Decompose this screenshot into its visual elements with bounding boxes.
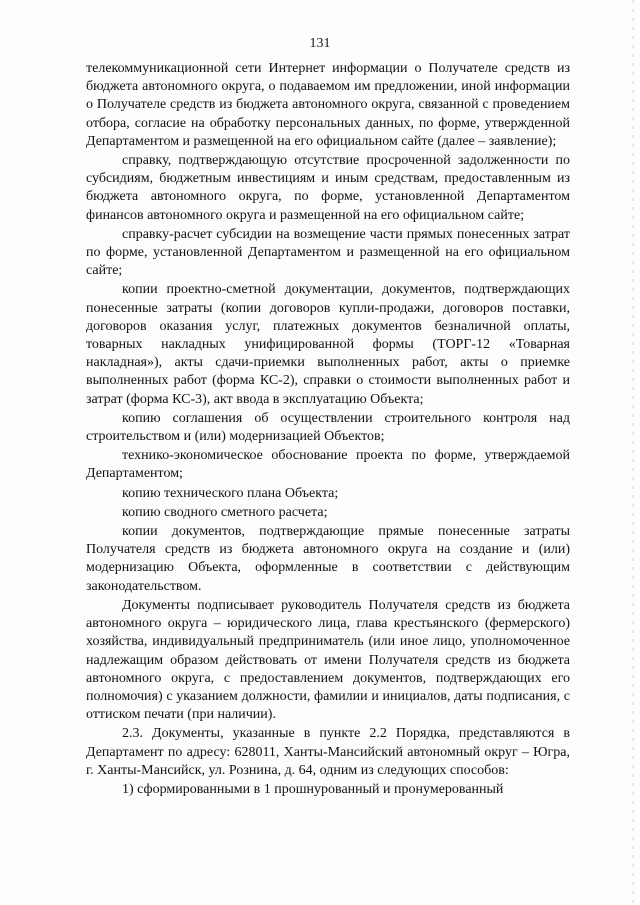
paragraph-construction-control: копию соглашения об осуществлении строительного контроля над строительством и (или) модернизацией Объектов; — [86, 410, 570, 445]
document-body — [86, 60, 570, 800]
paragraph-internet-info: телекоммуникационной сети Интернет информации о Получателе средств из бюджета автономного округа, о подаваемом им предложении, иной информации о Получателе средств из бюджета автономного округа, связанной с проведением отбора, согласие на обработку персональных данных, по форме, утвержденной Департаментом и размещенной на его официальном сайте (далее – заявление); — [86, 61, 570, 149]
paragraph-project-documents: копии проектно-сметной документации, документов, подтверждающих понесенные затраты (копии договоров купли-продажи, договоров поставки, договоров оказания услуг, платежных документов безналичной оплаты, товарных накладных унифицированной формы (ТОРГ-12 «Товарная накладная»), акты сдачи-приемки выполненных работ, акты о приемке выполненных работ (форма КС-2), справки о стоимости выполненных работ и затрат (форма КС-3), акт ввода в эксплуатацию Объекта; — [86, 282, 570, 407]
paragraph-feasibility-study: технико-экономическое обоснование проекта по форме, утверждаемой Департаментом; — [86, 448, 570, 482]
paragraph-submission-method-1: 1) сформированными в 1 прошнурованный и пронумерованный — [122, 781, 504, 797]
paragraph-cost-estimate: копию сводного сметного расчета; — [122, 504, 328, 520]
paragraph-subsidy-calculation: справку-расчет субсидии на возмещение части прямых понесенных затрат по форме, установленной Департаментом и размещенной на его официальном сайте; — [86, 226, 570, 279]
paragraph-signatory: Документы подписывает руководитель Получателя средств из бюджета автономного округа – юридического лица, глава крестьянского (фермерского) хозяйства, индивидуальный предприниматель (или иное лицо, уполномоченное надлежащим образом действовать от имени Получателя средств из бюджета автономного округа, с предоставлением документов, подтверждающих его полномочия) с указанием должности, фамилии и инициалов, даты подписания, с оттиском печати (при наличии). — [86, 597, 570, 723]
paragraph-submission-address: 2.3. Документы, указанные в пункте 2.2 Порядка, представляются в Департамент по адресу: 628011, Ханты-Мансийский автономный округ – Югра, г. Ханты-Мансийск, ул. Рознина, д. 64, одним из следующих способов: — [86, 726, 570, 778]
scan-edge-artifact — [632, 0, 634, 905]
paragraph-technical-plan: копию технического плана Объекта; — [122, 485, 339, 501]
page-number: 131 — [309, 36, 331, 51]
paragraph-debt-certificate: справку, подтверждающую отсутствие просроченной задолженности по субсидиям, бюджетным инвестициям и иным средствам, предоставленным из бюджета автономного округа, по форме, установленной Департаментом финансов автономного округа и размещенной на его официальном сайте; — [86, 153, 570, 223]
paragraph-direct-costs: копии документов, подтверждающие прямые понесенные затраты Получателя средств из бюджета автономного округа на создание и (или) модернизацию Объекта, оформленные в соответствии с действующим законодательством. — [86, 524, 570, 594]
